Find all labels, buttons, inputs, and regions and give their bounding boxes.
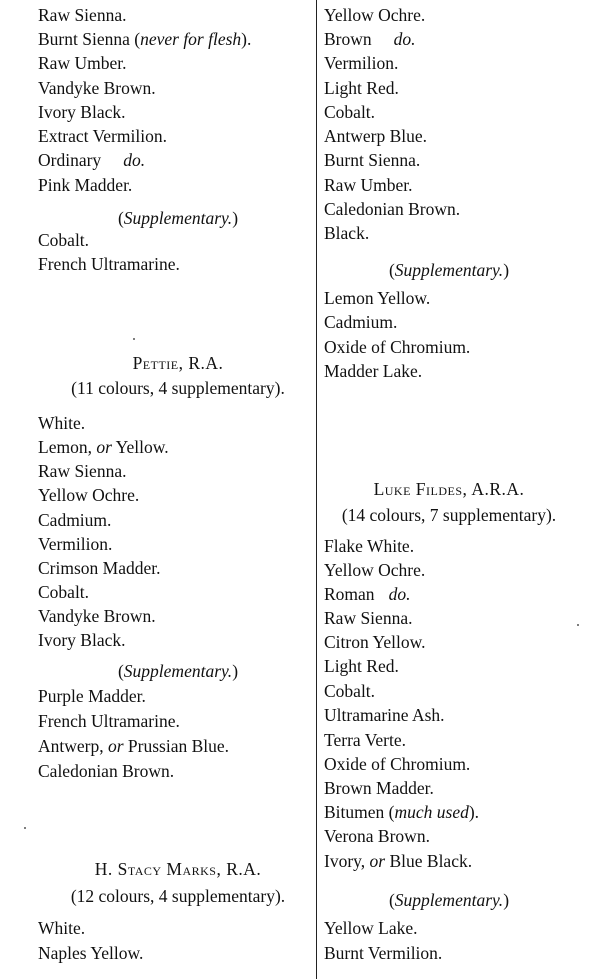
list-item: Raw Umber.: [38, 53, 127, 73]
list-item: Cobalt.: [38, 582, 90, 602]
list-item: Cobalt.: [38, 230, 90, 250]
list-item: Black.: [324, 223, 370, 243]
list-item: Yellow Ochre.: [324, 560, 426, 580]
list-item: Cobalt.: [324, 102, 376, 122]
list-item: Antwerp, or Prussian Blue.: [38, 736, 230, 756]
list-item: Raw Umber.: [324, 175, 413, 195]
list-item: French Ultramarine.: [38, 254, 180, 274]
section-heading: H. Stacy Marks, R.A.: [94, 859, 262, 879]
list-item: Brown do.: [324, 29, 416, 49]
list-item: White.: [38, 918, 86, 938]
supplementary-heading: (Supplementary.): [388, 260, 510, 280]
list-item: Caledonian Brown.: [324, 199, 461, 219]
list-item: Vermilion.: [324, 53, 399, 73]
list-item: Lemon Yellow.: [324, 288, 431, 308]
section-subheading: (11 colours, 4 supplementary).: [71, 378, 285, 398]
list-item: Naples Yellow.: [38, 943, 144, 963]
list-item: Ultramarine Ash.: [324, 705, 445, 725]
list-item: Citron Yellow.: [324, 632, 426, 652]
list-item: Roman do.: [324, 584, 411, 604]
list-item: Pink Madder.: [38, 175, 133, 195]
list-item: Ivory Black.: [38, 630, 126, 650]
list-item: Cadmium.: [324, 312, 398, 332]
list-item: Burnt Sienna (never for flesh).: [38, 29, 252, 49]
section-heading: Pettie, R.A.: [132, 353, 224, 373]
list-item: French Ultramarine.: [38, 711, 180, 731]
supplementary-heading: (Supplementary.): [388, 890, 510, 910]
list-item: Purple Madder.: [38, 686, 146, 706]
list-item: Burnt Vermilion.: [324, 943, 443, 963]
list-item: Extract Vermilion.: [38, 126, 167, 146]
list-item: Yellow Lake.: [324, 918, 418, 938]
list-item: Raw Sienna.: [38, 5, 127, 25]
list-item: Flake White.: [324, 536, 415, 556]
section-heading: Luke Fildes, A.R.A.: [373, 479, 525, 499]
speck: [577, 624, 579, 626]
list-item: Crimson Madder.: [38, 558, 161, 578]
list-item: Cadmium.: [38, 510, 112, 530]
list-item: White.: [38, 413, 86, 433]
list-item: Lemon, or Yellow.: [38, 437, 169, 457]
speck: [24, 827, 26, 829]
list-item: Yellow Ochre.: [324, 5, 426, 25]
list-item: Terra Verte.: [324, 730, 407, 750]
section-subheading: (14 colours, 7 supplementary).: [341, 505, 557, 525]
list-item: Caledonian Brown.: [38, 761, 175, 781]
speck: [133, 338, 135, 340]
list-item: Ivory, or Blue Black.: [324, 851, 473, 871]
list-item: Light Red.: [324, 656, 399, 676]
list-item: Light Red.: [324, 78, 399, 98]
list-item: Ordinary do.: [38, 150, 146, 170]
section-subheading: (12 colours, 4 supplementary).: [70, 886, 286, 906]
list-item: Oxide of Chromium.: [324, 337, 471, 357]
list-item: Brown Madder.: [324, 778, 434, 798]
list-item: Bitumen (much used).: [324, 802, 480, 822]
list-item: Oxide of Chromium.: [324, 754, 471, 774]
list-item: Raw Sienna.: [38, 461, 127, 481]
list-item: Antwerp Blue.: [324, 126, 428, 146]
list-item: Madder Lake.: [324, 361, 423, 381]
list-item: Verona Brown.: [324, 826, 430, 846]
list-item: Burnt Sienna.: [324, 150, 421, 170]
list-item: Yellow Ochre.: [38, 485, 140, 505]
list-item: Raw Sienna.: [324, 608, 413, 628]
list-item: Ivory Black.: [38, 102, 126, 122]
list-item: Vermilion.: [38, 534, 113, 554]
list-item: Cobalt.: [324, 681, 376, 701]
supplementary-heading: (Supplementary.): [117, 661, 239, 681]
list-item: Vandyke Brown.: [38, 606, 156, 626]
list-item: Vandyke Brown.: [38, 78, 156, 98]
supplementary-heading: (Supplementary.): [117, 208, 239, 228]
